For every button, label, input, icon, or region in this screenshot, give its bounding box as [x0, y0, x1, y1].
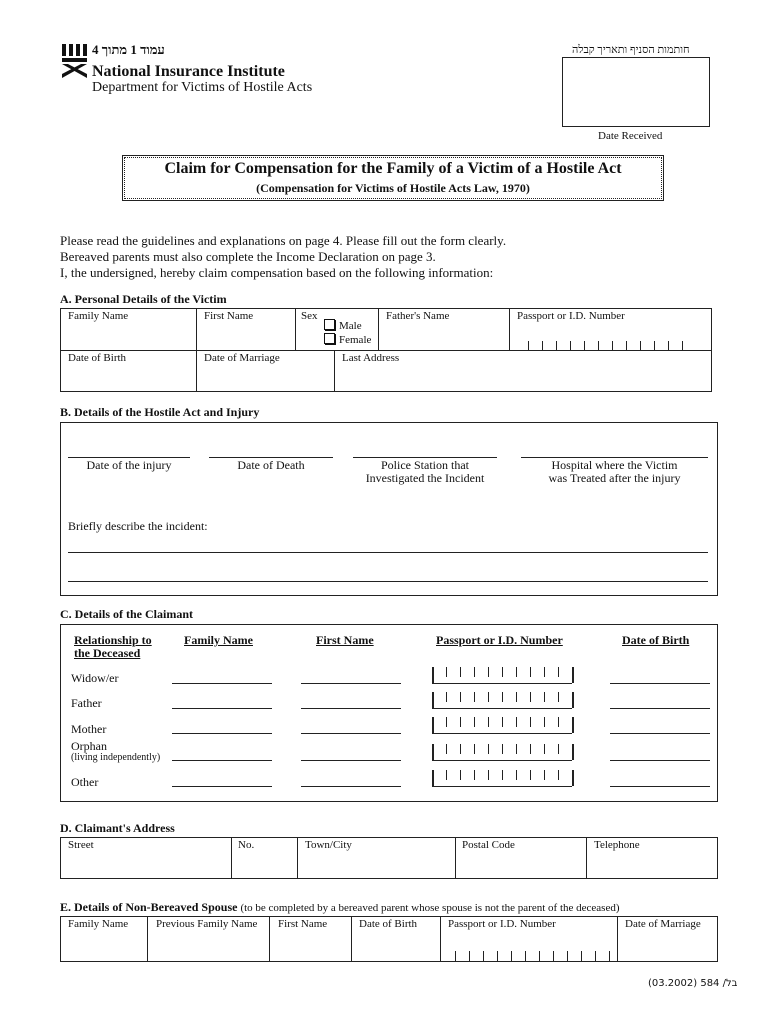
other-dob-line[interactable]: [610, 786, 710, 787]
col-dob: Date of Birth: [622, 633, 690, 647]
male-checkbox[interactable]: [324, 319, 362, 332]
row-label-mother: Mother: [71, 722, 107, 736]
department-name: Department for Victims of Hostile Acts: [92, 80, 313, 95]
mother-id-digit-boxes[interactable]: [432, 717, 574, 733]
row-label-father: Father: [71, 696, 102, 710]
col-relationship-2: the Deceased: [74, 646, 141, 660]
row-label-widower: Widow/er: [71, 671, 119, 685]
widower-id-digit-boxes[interactable]: [432, 667, 574, 683]
victim-passport-field[interactable]: Passport or I.D. Number: [517, 310, 625, 322]
section-a-heading: A. Personal Details of the Victim: [60, 292, 227, 306]
incident-description-line-1[interactable]: [68, 552, 708, 553]
intro-line-1: Please read the guidelines and explanations on page 4. Please fill out the form clearly.: [60, 233, 507, 248]
father-family-line[interactable]: [172, 708, 272, 709]
death-date-label: Date of Death: [237, 458, 305, 472]
stamp-label-hebrew: חותמות הסניף ותאריך קבלה: [572, 44, 690, 56]
fathers-name-field[interactable]: Father's Name: [386, 310, 450, 322]
section-e-title: E. Details of Non-Bereaved Spouse: [60, 900, 238, 914]
section-e-heading: [60, 900, 620, 915]
spouse-passport-field[interactable]: Passport or I.D. Number: [448, 918, 556, 930]
date-received-label: Date Received: [598, 130, 663, 142]
orphan-dob-line[interactable]: [610, 760, 710, 761]
col-family-name: Family Name: [184, 633, 253, 647]
orphan-first-line[interactable]: [301, 760, 401, 761]
section-e-note: (to be completed by a bereaved parent whose spouse is not the parent of the deceased): [240, 902, 620, 914]
form-subtitle: (Compensation for Victims of Hostile Acts Law, 1970): [256, 181, 530, 195]
injury-date-label: Date of the injury: [86, 458, 172, 472]
page-number-hebrew: עמוד 1 מתוך 4: [92, 42, 165, 57]
spouse-marriage-date-field[interactable]: Date of Marriage: [625, 918, 701, 930]
section-c-heading: C. Details of the Claimant: [60, 607, 193, 621]
house-number-field[interactable]: No.: [238, 839, 255, 851]
victim-first-name-field[interactable]: First Name: [204, 310, 254, 322]
other-id-digit-boxes[interactable]: [432, 770, 574, 786]
nii-logo: [62, 44, 88, 78]
father-id-digit-boxes[interactable]: [432, 692, 574, 708]
col-relationship-1: Relationship to: [74, 633, 152, 647]
father-dob-line[interactable]: [610, 708, 710, 709]
orphan-note: (living independently): [71, 752, 161, 763]
postal-code-field[interactable]: Postal Code: [462, 839, 515, 851]
hospital-label-1: Hospital where the Victim: [551, 458, 678, 472]
widower-family-line[interactable]: [172, 683, 272, 684]
checkbox-icon: [324, 333, 335, 344]
widower-first-line[interactable]: [301, 683, 401, 684]
intro-line-2: Bereaved parents must also complete the Income Declaration on page 3.: [60, 249, 436, 264]
victim-last-address-field[interactable]: Last Address: [342, 352, 400, 364]
telephone-field[interactable]: Telephone: [594, 839, 640, 851]
institute-name: National Insurance Institute: [92, 63, 285, 80]
spouse-family-name-field[interactable]: Family Name: [68, 918, 129, 930]
checkbox-icon: [324, 319, 335, 330]
section-b-box: [60, 422, 718, 596]
section-d-heading: D. Claimant's Address: [60, 821, 175, 835]
section-b-heading: B. Details of the Hostile Act and Injury: [60, 405, 260, 419]
victim-family-name-field[interactable]: Family Name: [68, 310, 129, 322]
orphan-id-digit-boxes[interactable]: [432, 744, 574, 760]
form-title: Claim for Compensation for the Family of a Victim of a Hostile Act: [164, 160, 622, 177]
female-label: Female: [339, 334, 372, 346]
police-label-1: Police Station that: [381, 458, 469, 472]
victim-marriage-date-field[interactable]: Date of Marriage: [204, 352, 280, 364]
spouse-first-name-field[interactable]: First Name: [278, 918, 328, 930]
father-first-line[interactable]: [301, 708, 401, 709]
other-first-line[interactable]: [301, 786, 401, 787]
spouse-dob-field[interactable]: Date of Birth: [359, 918, 418, 930]
form-code: (03.2002) 584 /בל: [648, 978, 738, 989]
col-passport: Passport or I.D. Number: [436, 633, 563, 647]
orphan-family-line[interactable]: [172, 760, 272, 761]
incident-description-line-2[interactable]: [68, 581, 708, 582]
female-checkbox[interactable]: [324, 333, 371, 346]
police-label-2: Investigated the Incident: [365, 471, 485, 485]
mother-dob-line[interactable]: [610, 733, 710, 734]
spouse-prev-family-name-field[interactable]: Previous Family Name: [156, 918, 258, 930]
hospital-label-2: was Treated after the injury: [548, 471, 681, 485]
incident-description-label: Briefly describe the incident:: [68, 519, 208, 533]
victim-id-digit-boxes[interactable]: [528, 341, 683, 351]
row-label-orphan: Orphan: [71, 739, 107, 753]
victim-dob-field[interactable]: Date of Birth: [68, 352, 127, 364]
town-field[interactable]: Town/City: [305, 839, 352, 851]
male-label: Male: [339, 320, 362, 332]
spouse-id-digit-boxes[interactable]: [455, 951, 610, 961]
row-label-other: Other: [71, 775, 99, 789]
victim-sex-label: Sex: [301, 310, 318, 322]
street-field[interactable]: Street: [68, 839, 94, 851]
widower-dob-line[interactable]: [610, 683, 710, 684]
mother-family-line[interactable]: [172, 733, 272, 734]
other-family-line[interactable]: [172, 786, 272, 787]
mother-first-line[interactable]: [301, 733, 401, 734]
section-c-box: [60, 624, 718, 802]
stamp-box: [562, 57, 710, 127]
col-first-name: First Name: [316, 633, 374, 647]
intro-line-3: I, the undersigned, hereby claim compensation based on the following information:: [60, 265, 494, 280]
